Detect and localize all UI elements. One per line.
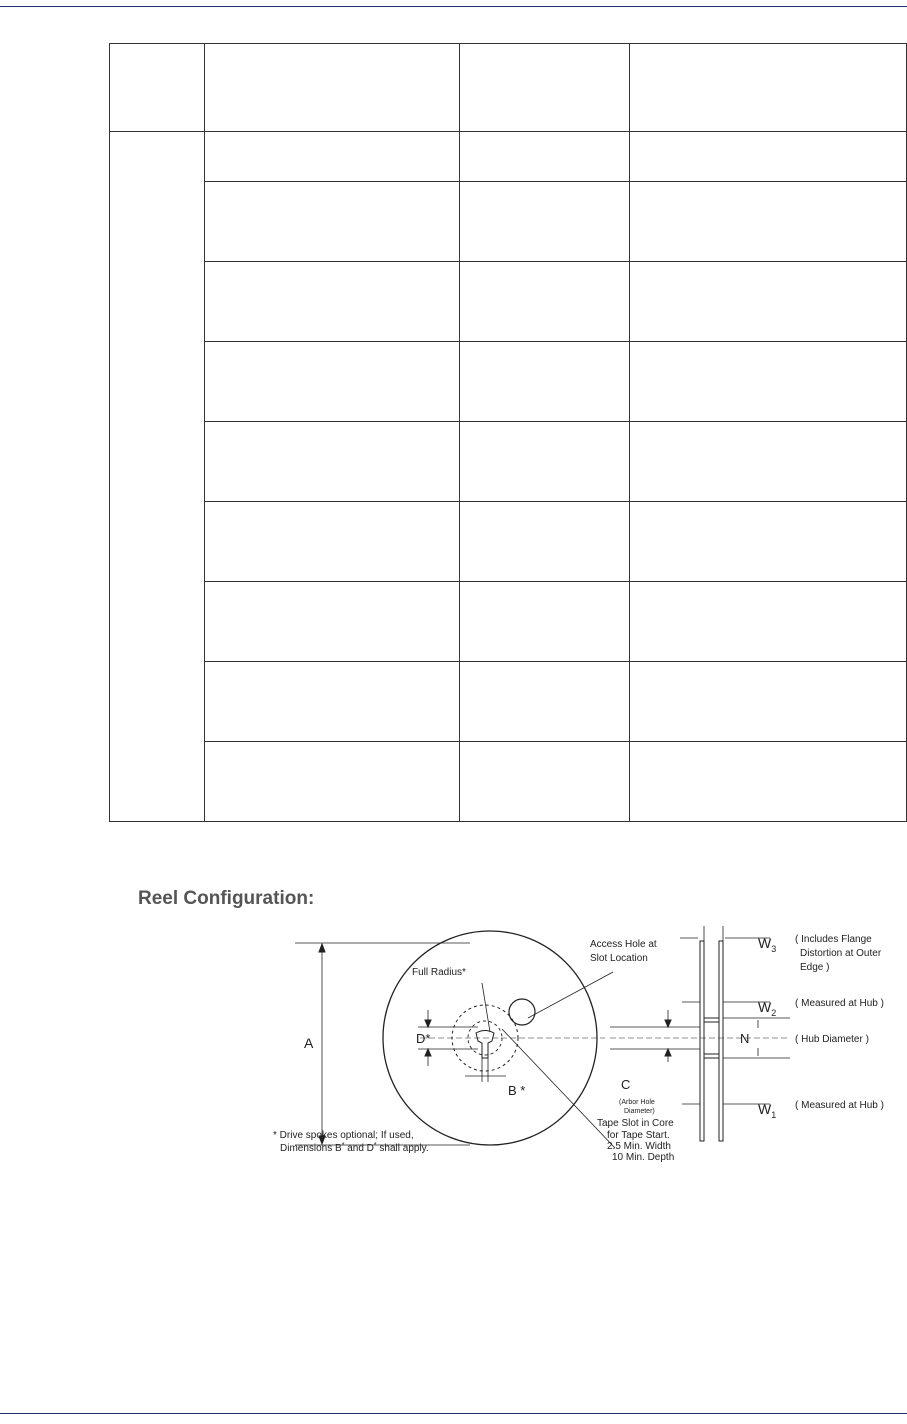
dimension-c-arrow-top [665,1020,671,1027]
label-a: A [304,1035,314,1051]
table-cell [630,132,907,182]
flange-left [700,941,704,1141]
label-full-radius: Full Radius* [412,967,466,978]
table-cell [630,502,907,582]
table-cell [205,502,460,582]
full-radius-leader [482,983,490,1032]
bottom-rule [0,1413,907,1414]
table-cell [205,582,460,662]
table-row [110,342,907,422]
label-flange-3: Edge ) [800,962,830,973]
footnote-line-2: Dimensions B* and D* shall apply. [280,1142,429,1154]
table-cell [630,742,907,822]
label-w1: $W_1$ [758,1101,777,1120]
table-cell [205,422,460,502]
label-tape-slot-2: for Tape Start. [607,1130,670,1141]
label-flange-2: Distortion at Outer [800,948,882,959]
table-cell [205,132,460,182]
top-rule [0,6,907,7]
label-w2: $W_2$ [758,999,777,1018]
header-cell [205,44,460,132]
label-arbor-2: Diameter) [624,1108,655,1115]
label-access-hole-1: Access Hole at [590,939,657,950]
table-cell [460,502,630,582]
table-row [110,182,907,262]
table-row [110,262,907,342]
table-cell [205,262,460,342]
dimension-d-arrow-bottom [425,1049,431,1056]
footnote-line-1: * Drive spokes optional; If used, [273,1130,414,1141]
dimension-c-arrow-bottom [665,1049,671,1056]
table-cell [460,182,630,262]
label-access-hole-2: Slot Location [590,953,648,964]
table-cell [460,342,630,422]
merged-first-column-cell [110,132,205,822]
label-d: D* [416,1031,431,1046]
reel-diagram [270,924,905,1163]
table-header-row [110,44,907,132]
table-row [110,662,907,742]
reel-front-view [295,931,615,1148]
label-b: B * [508,1083,526,1098]
header-cell [460,44,630,132]
reel-configuration-title: Reel Configuration: [138,888,315,909]
label-tape-slot-3: 2.5 Min. Width [607,1141,671,1152]
label-hub-diameter: ( Hub Diameter ) [795,1034,869,1045]
label-tape-slot-4: 10 Min. Depth [612,1152,675,1163]
table-row [110,502,907,582]
table-cell [460,662,630,742]
label-flange-1: ( Includes Flange [795,934,872,945]
label-n: N [740,1031,750,1046]
label-arbor-1: (Arbor Hole [619,1099,655,1106]
label-tape-slot-1: Tape Slot in Core [597,1118,674,1129]
table-row [110,422,907,502]
label-measured-hub-bottom: ( Measured at Hub ) [795,1100,884,1111]
table-cell [205,742,460,822]
table-cell [460,262,630,342]
table-cell [205,342,460,422]
table-cell [205,182,460,262]
table-cell [630,422,907,502]
table-row [110,132,907,182]
header-cell [110,44,205,132]
table-cell [460,132,630,182]
table-cell [630,342,907,422]
table-cell [460,422,630,502]
label-c: C [621,1077,631,1092]
flange-right [719,941,723,1141]
access-hole-leader [528,972,613,1018]
table-cell [630,582,907,662]
specification-table [109,43,907,822]
access-hole-circle [509,999,535,1025]
table-cell [630,662,907,742]
table-row [110,582,907,662]
label-w3: $W_3$ [758,935,777,954]
dimension-d-arrow-top [425,1020,431,1027]
table-cell [460,582,630,662]
table-cell [205,662,460,742]
table-cell [460,742,630,822]
dimension-a-arrow-top [319,944,325,952]
table-cell [630,262,907,342]
label-measured-hub-top: ( Measured at Hub ) [795,998,884,1009]
table-cell [630,182,907,262]
header-cell [630,44,907,132]
table-row [110,742,907,822]
